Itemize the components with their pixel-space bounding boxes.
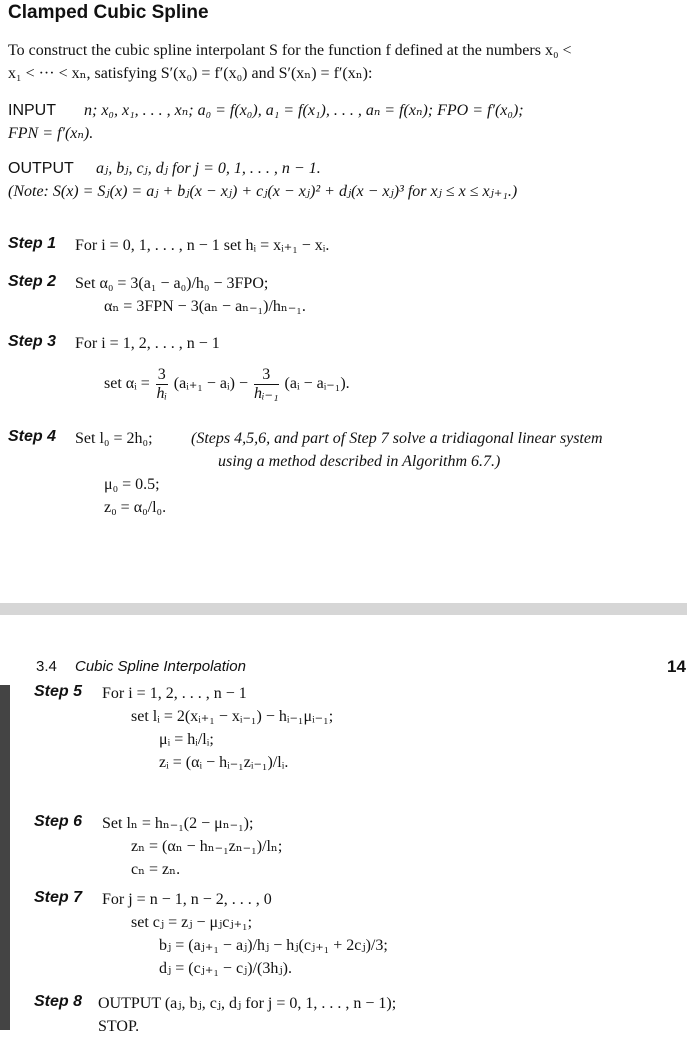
step4-note-1: (Steps 4,5,6, and part of Step 7 solve a tridiagonal linear system <box>191 430 603 447</box>
page-number: 14 <box>667 657 686 676</box>
step3-mid: (aᵢ₊₁ − aᵢ) − <box>173 375 248 393</box>
algorithm-title: Clamped Cubic Spline <box>8 2 209 23</box>
step8-line-2: STOP. <box>98 1018 140 1035</box>
step7-line-2: set cⱼ = zⱼ − μⱼcⱼ₊₁; <box>131 914 253 931</box>
output-line-1: aⱼ, bⱼ, cⱼ, dⱼ for j = 0, 1, . . . , n − 1. <box>96 160 321 177</box>
step1-text: For i = 0, 1, . . . , n − 1 set hᵢ = xᵢ₊₁ − xᵢ. <box>75 237 330 254</box>
input-line-2: FPN = f′(xₙ). <box>8 125 94 142</box>
step3-num-1: 3 <box>157 366 166 383</box>
step6-line-2: zₙ = (αₙ − hₙ₋₁zₙ₋₁)/lₙ; <box>131 838 283 855</box>
step7-line-1: For j = n − 1, n − 2, . . . , 0 <box>102 891 272 908</box>
step6-line-1: Set lₙ = hₙ₋₁(2 − μₙ₋₁); <box>102 815 254 832</box>
step7-label: Step 7 <box>34 889 83 906</box>
step3-formula <box>104 366 350 403</box>
step3-fraction-2 <box>254 366 279 403</box>
section-title: Cubic Spline Interpolation <box>75 658 246 675</box>
step1-label: Step 1 <box>8 235 57 252</box>
output-note: (Note: S(x) = Sⱼ(x) = aⱼ + bⱼ(x − xⱼ) + cⱼ(x − xⱼ)² + dⱼ(x − xⱼ)³ for xⱼ ≤ x ≤ xⱼ₊₁.) <box>8 183 518 200</box>
section-number: 3.4 <box>36 658 57 675</box>
step8-label: Step 8 <box>34 993 83 1010</box>
step3-den-1: hᵢ <box>156 385 168 402</box>
step3-fraction-1 <box>156 366 168 403</box>
step4-note-2: using a method described in Algorithm 6.7.) <box>218 453 501 470</box>
step4-line-2: μ₀ = 0.5; <box>104 476 160 493</box>
step7-line-4: dⱼ = (cⱼ₊₁ − cⱼ)/(3hⱼ). <box>159 960 292 977</box>
step2-line-2: αₙ = 3FPN − 3(aₙ − aₙ₋₁)/hₙ₋₁. <box>104 298 306 315</box>
step3-end: (aᵢ − aᵢ₋₁). <box>284 375 350 393</box>
step4-label: Step 4 <box>8 428 57 445</box>
input-line-1: n; x₀, x₁, . . . , xₙ; a₀ = f(x₀), a₁ = f(x₁), . . . , aₙ = f(xₙ); FPO = f′(x₀); <box>84 102 524 119</box>
step4-line-1: Set l₀ = 2h₀; <box>75 430 153 447</box>
step5-line-1: For i = 1, 2, . . . , n − 1 <box>102 685 247 702</box>
step3-set: set αᵢ = <box>104 375 150 393</box>
output-label: OUTPUT <box>8 160 74 177</box>
intro-line-1: To construct the cubic spline interpolant S for the function f defined at the numbers x₀ < <box>8 42 572 59</box>
step7-line-3: bⱼ = (aⱼ₊₁ − aⱼ)/hⱼ − hⱼ(cⱼ₊₁ + 2cⱼ)/3; <box>159 937 388 954</box>
step8-line-1: OUTPUT (aⱼ, bⱼ, cⱼ, dⱼ for j = 0, 1, . . . , n − 1); <box>98 995 397 1012</box>
step3-label: Step 3 <box>8 333 57 350</box>
step6-line-3: cₙ = zₙ. <box>131 861 181 878</box>
step5-line-4: zᵢ = (αᵢ − hᵢ₋₁zᵢ₋₁)/lᵢ. <box>159 754 289 771</box>
page-edge-bar <box>0 685 10 1030</box>
step3-den-2: hᵢ₋₁ <box>253 385 279 402</box>
step2-label: Step 2 <box>8 273 57 290</box>
step4-line-3: z₀ = α₀/l₀. <box>104 499 167 516</box>
input-label: INPUT <box>8 102 56 119</box>
step5-line-2: set lᵢ = 2(xᵢ₊₁ − xᵢ₋₁) − hᵢ₋₁μᵢ₋₁; <box>131 708 334 725</box>
step2-line-1: Set α₀ = 3(a₁ − a₀)/h₀ − 3FPO; <box>75 275 269 292</box>
step3-line-1: For i = 1, 2, . . . , n − 1 <box>75 335 220 352</box>
step5-line-3: μᵢ = hᵢ/lᵢ; <box>159 731 214 748</box>
step5-label: Step 5 <box>34 683 83 700</box>
intro-line-2: x₁ < ··· < xₙ, satisfying S′(x₀) = f′(x₀) and S′(xₙ) = f′(xₙ): <box>8 65 373 82</box>
page-divider <box>0 603 687 615</box>
step6-label: Step 6 <box>34 813 83 830</box>
step3-num-2: 3 <box>254 366 279 385</box>
